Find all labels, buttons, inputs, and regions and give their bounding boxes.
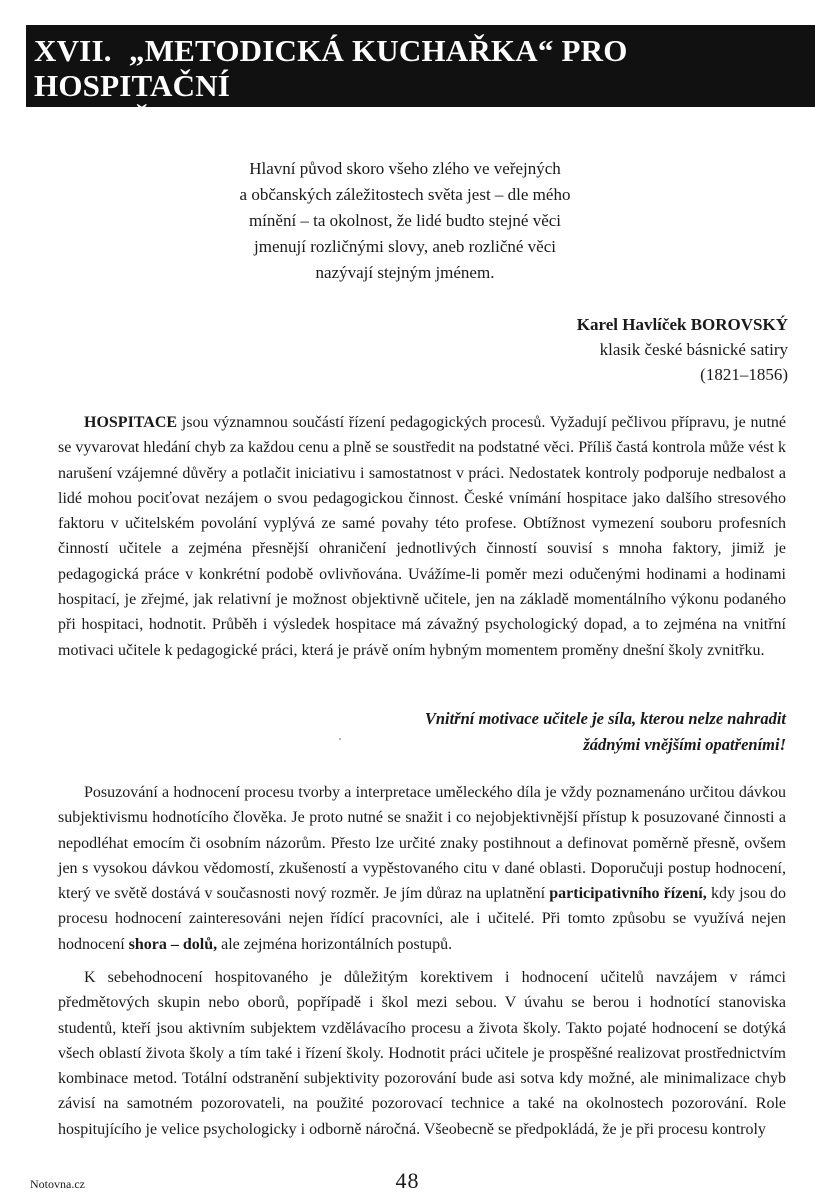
paragraph-text: ale zejména horizontálních postupů.	[217, 935, 453, 953]
motto-line: jmenují rozličnými slovy, aneb rozličné věci	[254, 237, 556, 256]
paragraph-hodnoceni	[58, 780, 786, 957]
source-label: Notovna.cz	[30, 1177, 85, 1191]
highlight-statement	[326, 706, 786, 758]
paragraph-sebehodnoceni	[58, 965, 786, 1142]
motto-line: Hlavní původ skoro všeho zlého ve veřejných	[249, 159, 561, 178]
lead-term: HOSPITACE	[84, 414, 178, 431]
scan-speck	[339, 738, 341, 740]
paragraph-text: K sebehodnocení hospitovaného je důležitým korektivem i hodnocení učitelů navzájem v rámci předmětových skupin nebo oborů, popřípadě i škol mezi sebou. V úvahu se berou i hodnotící stanoviska studentů, kteří jsou aktivním subjektem vzdělávacího procesu a života školy. Takto pojaté hodnocení se dotýká všech oblastí života školy a tím také i řízení školy. Hodnotit práci učitele je prospěšné realizovat prostřednictvím kombinace metod. Totální odstranění subjektivity pozorování bude asi sotva kdy možné, ale minimalizace chyb závisí na samotném pozorovateli, na použité pozorovací technice a také na okolnostech pozorování. Role hospitujícího je velice psychologicky i odborně náročná. Všeobecně se předpokládá, že je při procesu kontroly	[58, 969, 786, 1138]
paragraph-hospitace	[58, 410, 786, 663]
emphasis-term: participativního řízení,	[549, 885, 707, 903]
chapter-title-line2: ČINNOST	[129, 103, 272, 138]
quote-author-years: (1821–1856)	[700, 365, 788, 384]
page-number: 48	[395, 1168, 420, 1193]
motto-line: a občanských záležitostech světa jest – dle mého	[239, 185, 571, 204]
chapter-title-line1: „METODICKÁ KUCHAŘKA“ PRO HOSPITAČNÍ	[34, 33, 628, 103]
quote-attribution	[428, 312, 788, 387]
quote-author-role: klasik české básnické satiry	[599, 340, 788, 359]
motto-line: nazývají stejným jménem.	[315, 263, 495, 282]
paragraph-text: Posuzování a hodnocení procesu tvorby a interpretace uměleckého díla je vždy poznamenáno určitou dávkou subjektivismu hodnotícího člověka. Je proto nutné se snažit i co nejobjektivnější přístup k posuzované činnosti a nepodléhat emocím či osobním názorům. Přesto lze určité znaky postihnout a definovat poměrně přesně, ovšem jen s vysokou dávkou vědomostí, zkušeností a vypěstovaného citu v dané oblasti. Doporučuji postup hodnocení, který ve světě dostává v současnosti nový rozměr. Je jím důraz na uplatnění	[58, 784, 786, 903]
emphasis-term: shora – dolů,	[128, 935, 218, 953]
motto-quote	[200, 156, 610, 286]
chapter-number: XVII.	[34, 33, 112, 68]
highlight-line: žádnými vnějšími opatřeními!	[583, 735, 786, 754]
highlight-line: Vnitřní motivace učitele je síla, kterou nelze nahradit	[424, 709, 786, 728]
motto-line: mínění – ta okolnost, že lidé budto stejné věci	[248, 211, 562, 230]
chapter-heading	[26, 25, 815, 138]
paragraph-text: jsou významnou součástí řízení pedagogických procesů. Vyžadují pečlivou přípravu, je nutné se vyvarovat hledání chyb za každou cenu a plně se soustředit na podstatné věci. Příliš častá kontrola může vést k narušení vzájemné důvěry a potlačit iniciativu i samostatnost v práci. Nedostatek kontroly podporuje nedbalost a lidé mohou pociťovat nezájem o svou pedagogickou činnost. České vnímání hospitace jako dalšího stresového faktoru v učitelském povolání vyplývá ze samé povahy této profese. Obtížnost vymezení souboru profesních činností učitele a zejména přesnější ohraničení jednotlivých činností souvisí s mnoha faktory, jimiž je pedagogická práce v konkrétní podobě ovlivňována. Uvážíme-li poměr mezi odučenými hodinami a hodinami hospitací, je zřejmé, jak relativní je možnost objektivně učitele, jen na základě momentálního výkonu podaného při hospitaci, hodnotit. Průběh i výsledek hospitace má závažný psychologický dopad, a to zejména na vnitřní motivaci učitele k pedagogické práci, která je právě oním hybným momentem proměny dnešní školy zvnitřku.	[58, 414, 786, 659]
quote-author: Karel Havlíček BOROVSKÝ	[576, 315, 788, 334]
paragraph-text: kdy jsou do procesu hodnocení zainteresováni nejen řídící pracovníci, ale i učitelé. Při tomto způsobu se využívá nejen hodnocení	[58, 885, 787, 953]
